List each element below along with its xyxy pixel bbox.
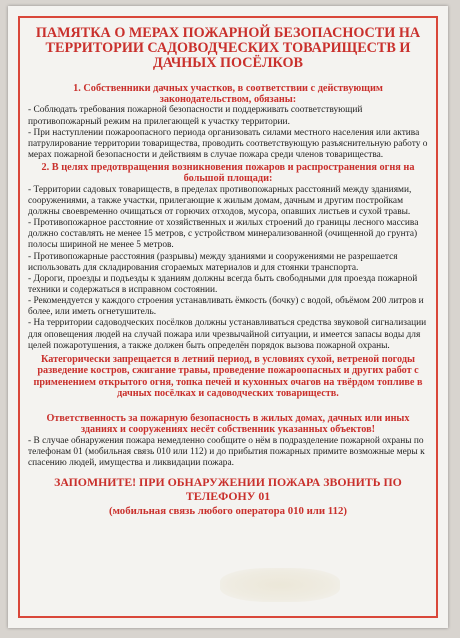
section-2-item: - Противопожарное расстояние от хозяйственных и жилых строений до границы лесного массива должно составлять не менее 15 метров, с устройством минерализованной (очищенной до грунта) полосы шириной не менее 5 метров. bbox=[28, 218, 419, 251]
poster-title: ПАМЯТКА О МЕРАХ ПОЖАРНОЙ БЕЗОПАСНОСТИ НА ТЕРРИТОРИИ САДОВОДЧЕСКИХ ТОВАРИЩЕСТВ И ДАЧНЫХ ПОСЁЛКОВ bbox=[35, 25, 421, 71]
section-1-item: - При наступлении пожароопасного периода организовать силами местного населения или актива патрулирование территории товарищества, проводить соответствующую разъяснительную работу о мерах пожарной безопасности и действиям в случае пожара среди членов товарищества. bbox=[28, 127, 428, 161]
responsibility-notice: Ответственность за пожарную безопасность в жилых домах, дачных или иных зданиях и сооружениях несёт собственник указанных объектов! bbox=[46, 413, 410, 436]
section-2-item: - На территории садоводческих посёлков должны устанавливаться средства звуковой сигнализации для оповещения людей на случай пожара или чрезвычайной ситуации, и имеется запасы воды для целей пожаротушения, а также должен быть определён порядок вызова пожарной охраны. bbox=[28, 318, 427, 351]
spacer bbox=[28, 399, 428, 411]
prohibition-notice: Категорически запрещается в летний период, в условиях сухой, ветреной погоды разведение костров, сжигание травы, проведение пожароопасных и других работ с применением открытого огня, топка печей и кухонных очагов на твёрдом топливе в дачных посёлках и садоводческих товариществ. bbox=[33, 353, 423, 399]
section-1-item: - Соблюдать требования пожарной безопасности и поддерживать соответствующий противопожарный режим на прилегающей к участку территории. bbox=[28, 105, 363, 127]
section-1-heading: 1. Собственники дачных участков, в соответствии с действующим законодательством, обязаны: bbox=[73, 83, 383, 106]
emergency-instructions: - В случае обнаружения пожара немедленно сообщите о нём в подразделение пожарной охраны по телефонам 01 (мобильная связь 010 или 112) и до прибытия пожарных примите возможные меры к спасению людей, имущества и ликвидации пожара. bbox=[28, 435, 425, 469]
section-2-heading: 2. В целях предотвращения возникновения пожаров и распространения огня на большой площади: bbox=[41, 162, 415, 185]
section-2-item: - Рекомендуется у каждого строения устанавливать ёмкость (бочку) с водой, объёмом 200 литров и более, или иметь огнетушитель. bbox=[28, 296, 424, 318]
poster-frame bbox=[18, 16, 438, 618]
section-2-item: - Территории садовых товариществ, в пределах противопожарных расстояний между зданиями, сооружениями, а также участки, прилегающие к жилым домам, дачным и другим постройкам должны своевременно очищаться от горючих отходов, мусора, опавших листьев и сухой травы. bbox=[28, 184, 412, 217]
section-2-item: - Противопожарные расстояния (разрывы) между зданиями и сооружениями не разрешается использовать для складирования сгораемых материалов и для стоянки транспорта. bbox=[28, 251, 398, 273]
fire-safety-poster bbox=[8, 6, 448, 628]
remember-mobile-note: (мобильная связь любого оператора 010 или 112) bbox=[108, 505, 347, 518]
remember-notice: ЗАПОМНИТЕ! ПРИ ОБНАРУЖЕНИИ ПОЖАРА ЗВОНИТЬ ПО ТЕЛЕФОНУ 01 bbox=[54, 475, 402, 503]
section-2-item: - Дороги, проезды и подъезды к зданиям должны всегда быть свободными для проезда пожарной техники и содержаться в исправном состоянии. bbox=[28, 273, 418, 295]
